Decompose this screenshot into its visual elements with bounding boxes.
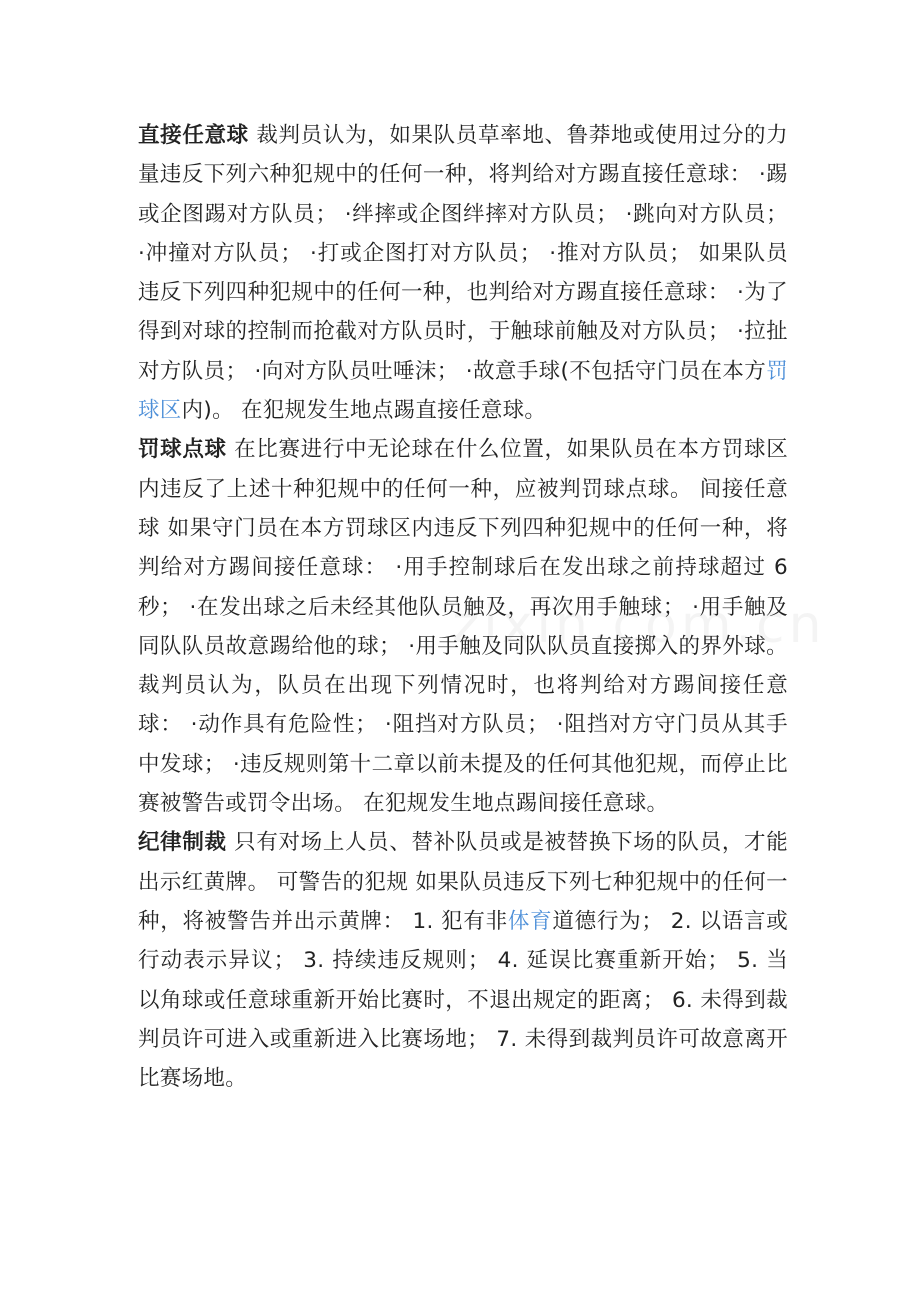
paragraph-text: 内)。 在犯规发生地点踢直接任意球。 [181, 398, 547, 424]
paragraph-direct-free-kick [138, 116, 788, 430]
paragraph-text: 在比赛进行中无论球在什么位置，如果队员在本方罚球区内违反了上述十种犯规中的任何一种，应被判罚球点球。 间接任意球 如果守门员在本方罚球区内违反下列四种犯规中的任何一种，将判给对方踢间接任意球： ·用手控制球后在发出球之前持球超过 6 秒； ·在发出球之后未经其他队员触及，再次用手触球； ·用手触及同队队员故意踢给他的球； ·用手触及同队队员直接掷入的界外球。 裁判员认为，队员在出现下列情况时，也将判给对方踢间接任意球： ·动作具有危险性； ·阻挡对方队员； ·阻挡对方守门员从其手中发球； ·违反规则第十二章以前未提及的任何其他犯规，而停止比赛被警告或罚令出场。 在犯规发生地点踢间接任意球。 [138, 437, 788, 817]
paragraph-discipline [138, 823, 788, 1098]
term-discipline: 纪律制裁 [138, 830, 227, 856]
paragraph-text: 只有对场上人员、替补队员或是被替换下场的队员，才能出示红黄牌。 可警告的犯规 如果队员违反下列七种犯规中的任何一种，将被警告并出示黄牌： 1. 犯有非 [138, 830, 788, 934]
term-penalty-kick: 罚球点球 [138, 437, 227, 463]
article-body [138, 116, 788, 1098]
paragraph-penalty-kick [138, 430, 788, 823]
paragraph-text: 道德行为； 2. 以语言或行动表示异议； 3. 持续违反规则； 4. 延误比赛重新开始； 5. 当以角球或任意球重新开始比赛时，不退出规定的距离； 6. 未得到裁判员许可进入或重新进入比赛场地； 7. 未得到裁判员许可故意离开比赛场地。 [138, 908, 788, 1092]
paragraph-text: 裁判员认为，如果队员草率地、鲁莽地或使用过分的力量违反下列六种犯规中的任何一种，将判给对方踢直接任意球： ·踢或企图踢对方队员； ·绊摔或企图绊摔对方队员； ·跳向对方队员； ·冲撞对方队员； ·打或企图打对方队员； ·推对方队员； 如果队员违反下列四种犯规中的任何一种，也判给对方踢直接任意球： ·为了得到对球的控制而抢截对方队员时，于触球前触及对方队员； ·拉扯对方队员； ·向对方队员吐唾沫； ·故意手球(不包括守门员在本方 [138, 123, 788, 384]
penalty-area-link[interactable]: 罚球区 [138, 358, 788, 424]
sports-link[interactable]: 体育 [507, 908, 553, 934]
term-direct-free-kick: 直接任意球 [138, 123, 249, 148]
